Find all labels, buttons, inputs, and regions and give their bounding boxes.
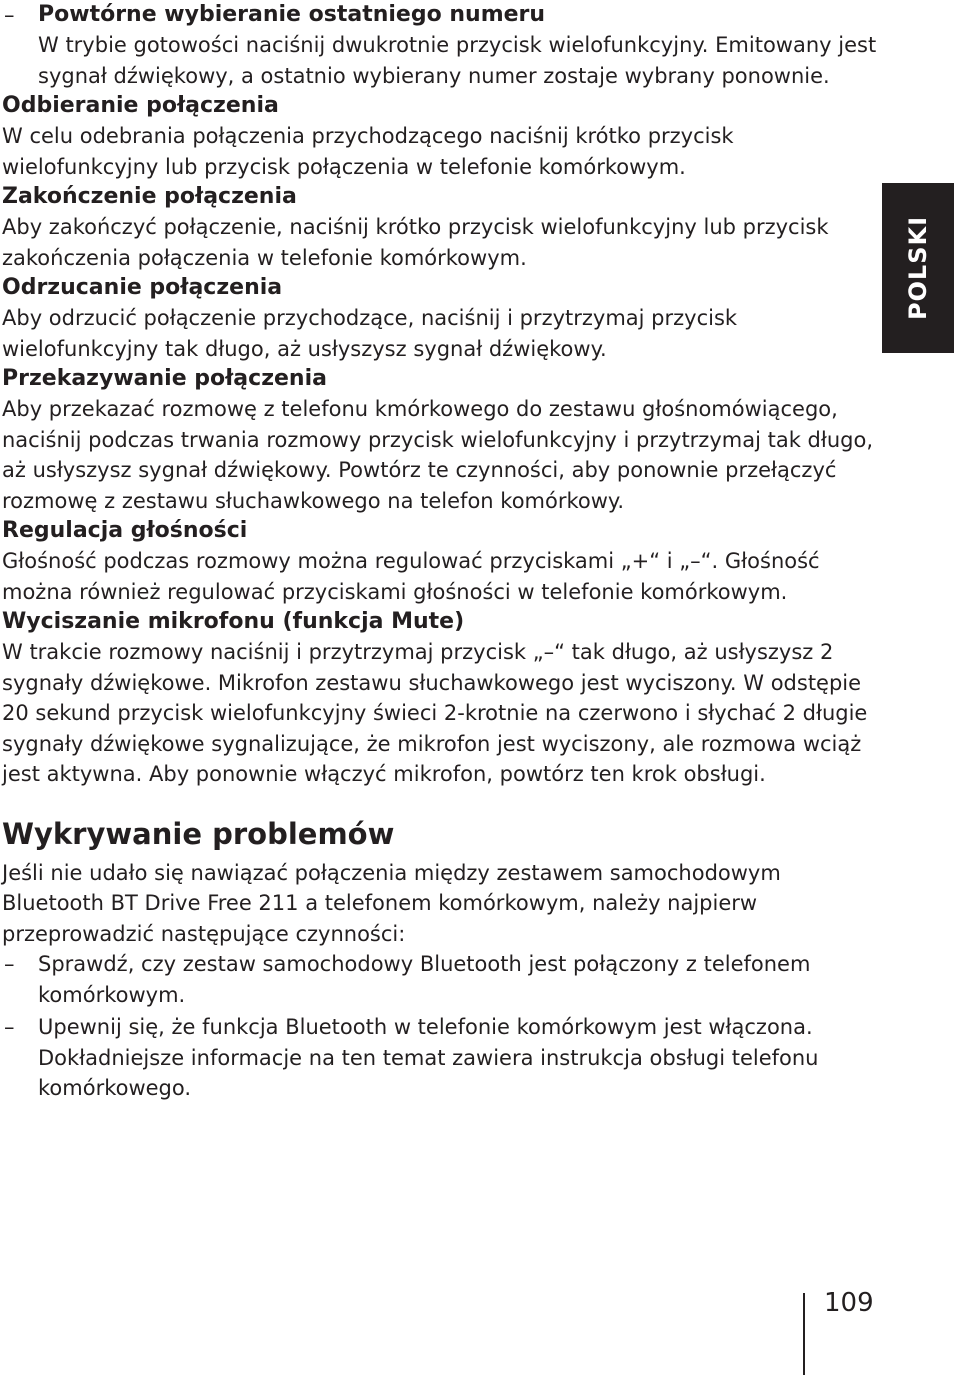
section-body: Głośność podczas rozmowy można regulować przyciskami „+“ i „–“. Głośność można również regulować przyciskami głośności w telefonie komórkowym. — [2, 549, 820, 604]
section-troubleshooting — [2, 812, 878, 1104]
page-number: 109 — [824, 1288, 874, 1318]
section-body: W trakcie rozmowy naciśnij i przytrzymaj przycisk „–“ tak długo, aż usłyszysz 2 sygnały dźwiękowe. Mikrofon zestawu słuchawkowego jest wyciszony. W odstępie 20 sekund przycisk wielofunkcyjny świeci 2-krotnie na czerwono i słychać 2 długie sygnały dźwiękowe sygnalizujące, że mikrofon jest wyciszony, ale rozmowa wciąż jest aktywna. Aby ponownie włączyć mikrofon, powtórz ten krok obsługi. — [2, 640, 868, 786]
section-body: Aby przekazać rozmowę z telefonu kmórkowego do zestawu głośnomówiącego, naciśnij podczas trwania rozmowy przycisk wielofunkcyjny i przytrzymaj tak długo, aż usłyszysz sygnał dźwiękowy. Powtórz te czynności, aby ponownie przełączyć rozmowę z zestawu słuchawkowego na telefon komórkowy. — [2, 397, 873, 513]
section-title: Wyciszanie mikrofonu (funkcja Mute) — [2, 609, 465, 634]
section-body: W celu odebrania połączenia przychodzącego naciśnij krótko przycisk wielofunkcyjny lub przycisk połączenia w telefonie komórkowym. — [2, 124, 734, 179]
language-tab-label: POLSKI — [904, 215, 932, 321]
dash-bullet: – — [4, 3, 15, 27]
section-reject-call — [2, 273, 878, 364]
language-tab — [882, 183, 954, 353]
section-title: Odrzucanie połączenia — [2, 275, 283, 300]
section-title: Zakończenie połączenia — [2, 184, 297, 209]
list-item — [2, 949, 878, 1010]
list-item-text: Sprawdź, czy zestaw samochodowy Bluetooth jest połączony z telefonem komórkowym. — [38, 952, 811, 1007]
troubleshooting-intro: Jeśli nie udało się nawiązać połączenia między zestawem samochodowym Bluetooth BT Drive Free 211 a telefonem komórkowym, należy najpierw przeprowadzić następujące czynności: — [2, 860, 781, 946]
section-title: Przekazywanie połączenia — [2, 366, 327, 391]
section-volume — [2, 516, 878, 607]
section-end-call — [2, 182, 878, 273]
section-title: Powtórne wybieranie ostatniego numeru — [38, 2, 546, 27]
dash-bullet: – — [4, 952, 15, 976]
section-redial — [2, 0, 878, 91]
section-answer-call — [2, 91, 878, 182]
section-body: Aby zakończyć połączenie, naciśnij krótko przycisk wielofunkcyjny lub przycisk zakończenia połączenia w telefonie komórkowym. — [2, 215, 829, 270]
page-content — [2, 0, 878, 1104]
section-transfer-call — [2, 364, 878, 516]
list-item — [2, 1012, 878, 1104]
section-mute — [2, 607, 878, 790]
section-body: Aby odrzucić połączenie przychodzące, naciśnij i przytrzymaj przycisk wielofunkcyjny tak długo, aż usłyszysz sygnał dźwiękowy. — [2, 306, 738, 361]
dash-bullet: – — [4, 1015, 15, 1039]
section-title: Odbieranie połączenia — [2, 93, 279, 118]
list-item-text: Upewnij się, że funkcja Bluetooth w telefonie komórkowym jest włączona. Dokładniejsze informacje na ten temat zawiera instrukcja obsługi telefonu komórkowego. — [38, 1015, 819, 1100]
section-body: W trybie gotowości naciśnij dwukrotnie przycisk wielofunkcyjny. Emitowany jest sygnał dźwiękowy, a ostatnio wybierany numer zostaje wybrany ponownie. — [38, 33, 877, 88]
section-title: Regulacja głośności — [2, 518, 248, 543]
page-number-divider — [803, 1293, 805, 1375]
troubleshooting-heading: Wykrywanie problemów — [2, 816, 395, 851]
